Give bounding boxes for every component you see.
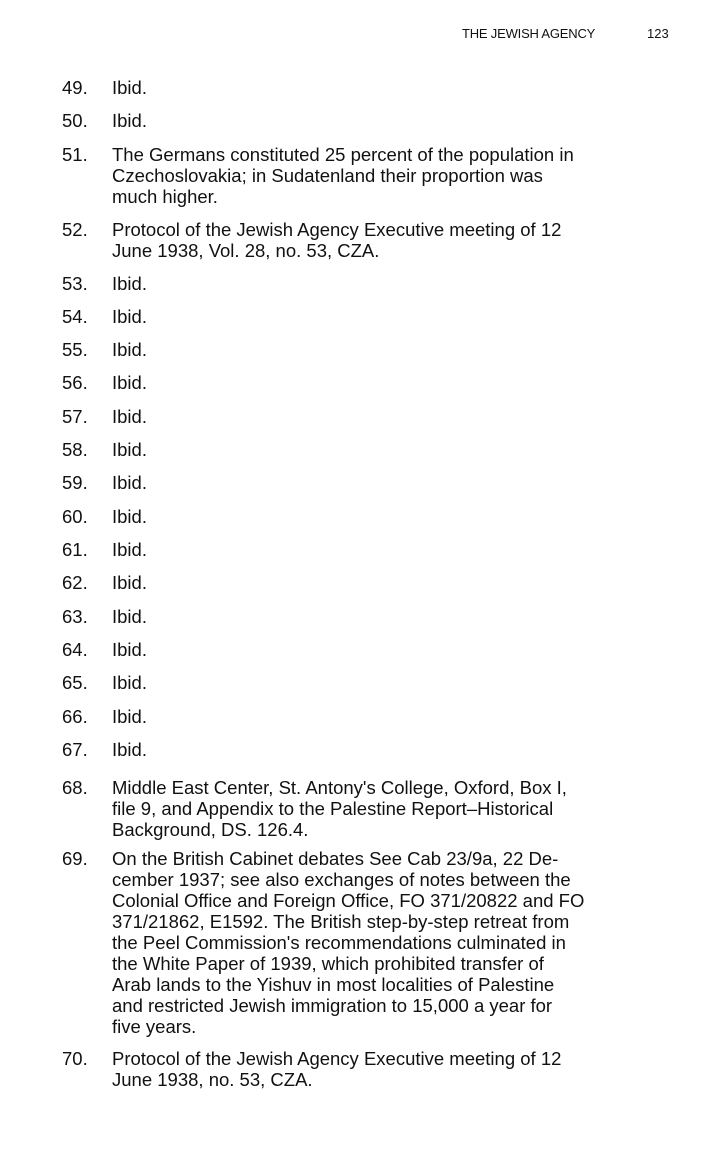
endnote-text bbox=[112, 706, 147, 727]
endnote-number: 50. bbox=[62, 110, 88, 131]
endnote-number: 64. bbox=[62, 639, 88, 660]
endnote-line: Ibid. bbox=[112, 77, 147, 98]
endnote-line: Ibid. bbox=[112, 672, 147, 693]
endnote-line: Ibid. bbox=[112, 706, 147, 727]
endnote-text bbox=[112, 1048, 561, 1090]
endnote-number: 69. bbox=[62, 848, 88, 869]
endnote-line: Colonial Office and Foreign Office, FO 371/20822 and FO bbox=[112, 890, 585, 911]
endnote-line: Arab lands to the Yishuv in most localities of Palestine bbox=[112, 974, 555, 995]
endnote-text bbox=[112, 539, 147, 560]
endnote-text bbox=[112, 372, 147, 393]
endnote-line: much higher. bbox=[112, 186, 218, 207]
endnote-line: Protocol of the Jewish Agency Executive meeting of 12 bbox=[112, 219, 562, 240]
endnote-number: 63. bbox=[62, 606, 88, 627]
endnote-number: 67. bbox=[62, 739, 88, 760]
endnote-line: Ibid. bbox=[112, 339, 147, 360]
endnote-line: June 1938, Vol. 28, no. 53, CZA. bbox=[112, 240, 380, 261]
endnote-number: 59. bbox=[62, 472, 88, 493]
endnote-text bbox=[112, 219, 561, 261]
endnote-number: 70. bbox=[62, 1048, 88, 1069]
endnote-text bbox=[112, 306, 147, 327]
endnote-text bbox=[112, 273, 147, 294]
endnote-number: 52. bbox=[62, 219, 88, 240]
endnote-text bbox=[112, 339, 147, 360]
endnote-line: June 1938, no. 53, CZA. bbox=[112, 1069, 313, 1090]
endnote-text bbox=[112, 506, 147, 527]
endnote-line: Ibid. bbox=[112, 273, 147, 294]
endnote-number: 56. bbox=[62, 372, 88, 393]
endnote-line: cember 1937; see also exchanges of notes between the bbox=[112, 869, 571, 890]
endnote-number: 54. bbox=[62, 306, 88, 327]
endnote-number: 66. bbox=[62, 706, 88, 727]
endnote-text bbox=[112, 439, 147, 460]
endnote-text bbox=[112, 777, 567, 840]
endnote-line: the White Paper of 1939, which prohibited transfer of bbox=[112, 953, 544, 974]
endnote-number: 49. bbox=[62, 77, 88, 98]
endnote-line: five years. bbox=[112, 1016, 197, 1037]
endnote-line: and restricted Jewish immigration to 15,000 a year for bbox=[112, 995, 553, 1016]
endnote-line: The Germans constituted 25 percent of the population in bbox=[112, 144, 574, 165]
endnote-number: 58. bbox=[62, 439, 88, 460]
endnote-line: Ibid. bbox=[112, 572, 147, 593]
endnote-text bbox=[112, 639, 147, 660]
endnote-text bbox=[112, 572, 147, 593]
endnote-number: 62. bbox=[62, 572, 88, 593]
endnote-line: Ibid. bbox=[112, 406, 147, 427]
endnote-line: the Peel Commission's recommendations culminated in bbox=[112, 932, 566, 953]
endnote-text bbox=[112, 672, 147, 693]
endnote-line: Ibid. bbox=[112, 739, 147, 760]
endnote-line: Protocol of the Jewish Agency Executive meeting of 12 bbox=[112, 1048, 562, 1069]
endnote-line: Background, DS. 126.4. bbox=[112, 819, 309, 840]
endnote-line: 371/21862, E1592. The British step-by-step retreat from bbox=[112, 911, 570, 932]
endnote-number: 57. bbox=[62, 406, 88, 427]
endnote-text bbox=[112, 77, 147, 98]
endnote-line: Ibid. bbox=[112, 372, 147, 393]
endnote-number: 68. bbox=[62, 777, 88, 798]
endnote-text bbox=[112, 739, 147, 760]
endnote-line: Czechoslovakia; in Sudatenland their proportion was bbox=[112, 165, 543, 186]
endnote-line: Ibid. bbox=[112, 439, 147, 460]
endnote-text bbox=[112, 144, 574, 207]
endnote-line: Ibid. bbox=[112, 639, 147, 660]
endnote-line: On the British Cabinet debates See Cab 23/9a, 22 De- bbox=[112, 848, 559, 869]
endnote-number: 60. bbox=[62, 506, 88, 527]
endnote-line: Ibid. bbox=[112, 472, 147, 493]
endnote-line: Ibid. bbox=[112, 306, 147, 327]
endnote-line: Ibid. bbox=[112, 506, 147, 527]
endnote-number: 51. bbox=[62, 144, 88, 165]
endnote-line: Middle East Center, St. Antony's College, Oxford, Box I, bbox=[112, 777, 567, 798]
endnote-line: Ibid. bbox=[112, 539, 147, 560]
endnote-number: 55. bbox=[62, 339, 88, 360]
endnote-line: Ibid. bbox=[112, 606, 147, 627]
endnote-line: Ibid. bbox=[112, 110, 147, 131]
endnote-text bbox=[112, 848, 584, 1037]
endnote-number: 65. bbox=[62, 672, 88, 693]
endnote-text bbox=[112, 110, 147, 131]
endnote-number: 53. bbox=[62, 273, 88, 294]
running-head-title: THE JEWISH AGENCY bbox=[462, 26, 596, 41]
endnote-number: 61. bbox=[62, 539, 88, 560]
endnote-text bbox=[112, 472, 147, 493]
endnote-line: file 9, and Appendix to the Palestine Report–Historical bbox=[112, 798, 554, 819]
page-number: 123 bbox=[647, 26, 669, 41]
endnote-text bbox=[112, 406, 147, 427]
endnote-text bbox=[112, 606, 147, 627]
